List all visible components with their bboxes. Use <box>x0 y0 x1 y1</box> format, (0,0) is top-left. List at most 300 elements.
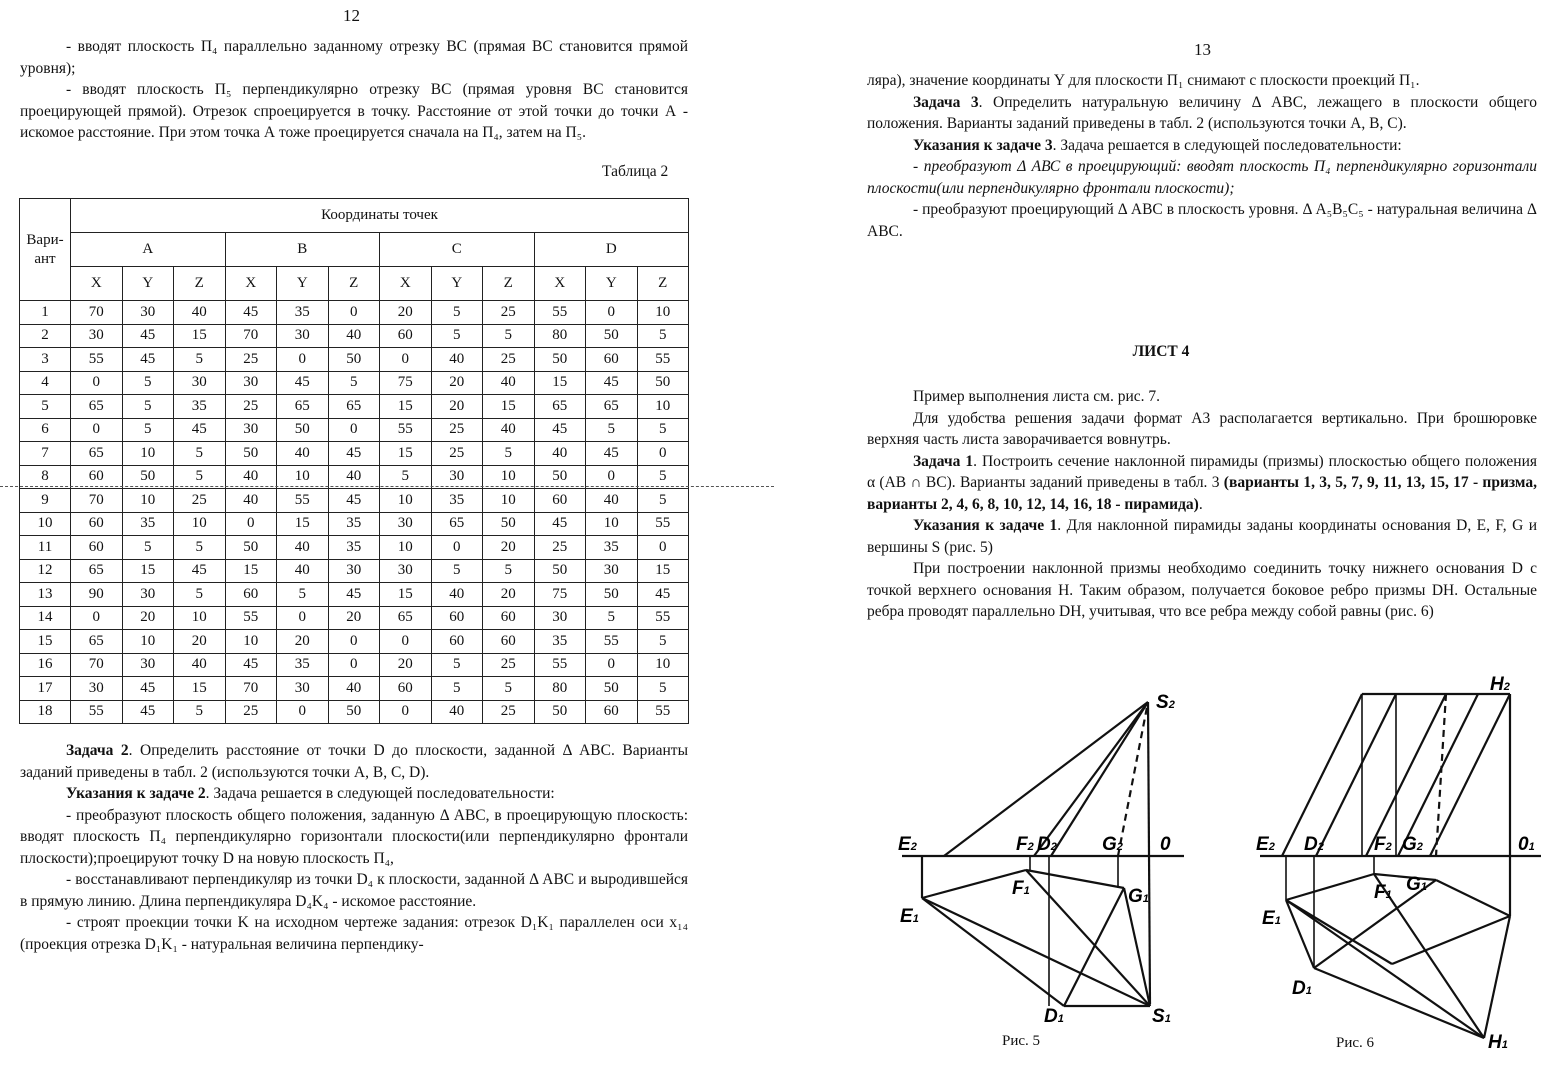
coordinate-cell: 50 <box>328 348 380 372</box>
coordinate-cell: 5 <box>637 465 689 489</box>
variant-cell: 13 <box>20 583 71 607</box>
variant-cell: 8 <box>20 465 71 489</box>
label-e2: E2 <box>1256 834 1275 855</box>
task1-text: . Построить сечение наклонной пирамиды (призмы) плоскостью общего положения α (АВ ∩ ВС). Варианты заданий приведены в табл. 3 <box>867 452 1537 491</box>
coordinate-cell: 40 <box>328 677 380 701</box>
continuation-paragraph: ляра), значение координаты Y для плоскости П₁ снимают с плоскости проекций П₁. <box>867 72 1420 89</box>
fold-line-left <box>0 486 774 487</box>
table-row <box>20 653 689 677</box>
label-e1: E1 <box>900 906 919 927</box>
coordinate-cell: 55 <box>277 489 329 513</box>
table-row <box>20 324 689 348</box>
coordinate-cell: 40 <box>483 418 535 442</box>
coordinate-cell: 50 <box>534 465 586 489</box>
coordinate-cell: 15 <box>174 324 226 348</box>
task3-hint-text: . Задача решается в следующей последовательности: <box>1052 136 1402 154</box>
label-d1: D1 <box>1292 978 1312 999</box>
coordinate-cell: 60 <box>483 630 535 654</box>
coordinate-cell: 50 <box>534 700 586 724</box>
axis-header: Y <box>431 267 483 301</box>
coordinate-cell: 20 <box>174 630 226 654</box>
edge-right <box>1430 694 1510 856</box>
right-page <box>774 0 1548 1078</box>
coordinate-cell: 5 <box>174 465 226 489</box>
coordinate-cell: 10 <box>122 489 174 513</box>
lateral-e1s1 <box>922 898 1150 1006</box>
coordinate-cell: 70 <box>71 653 123 677</box>
coordinate-cell: 55 <box>586 630 638 654</box>
coordinate-cell: 15 <box>174 677 226 701</box>
edge-f2 <box>1366 694 1446 856</box>
coordinate-cell: 30 <box>380 512 432 536</box>
coordinate-cell: 15 <box>483 395 535 419</box>
variant-cell: 15 <box>20 630 71 654</box>
task2-step-1: - преобразуют плоскость общего положения, заданную Δ АВС, в проецирующую плоскость: вводят плоскость П₄ перпендикулярно горизонтали плоскости(или перпендикулярно фронтали плоскости);проецируют точку D на новую плоскость П₄, <box>20 806 688 867</box>
coordinate-cell: 50 <box>225 442 277 466</box>
label-s2: S2 <box>1156 692 1175 713</box>
coordinate-cell: 40 <box>431 348 483 372</box>
coordinate-cell: 40 <box>328 324 380 348</box>
coordinate-cell: 20 <box>483 583 535 607</box>
table-caption: Таблица 2 <box>602 163 669 180</box>
coordinate-cell: 15 <box>380 583 432 607</box>
coordinate-cell: 65 <box>328 395 380 419</box>
coordinate-cell: 0 <box>328 301 380 325</box>
coordinate-cell: 65 <box>586 395 638 419</box>
coordinate-cell: 45 <box>122 677 174 701</box>
table-row <box>20 606 689 630</box>
coordinate-cell: 20 <box>380 653 432 677</box>
label-e1: E1 <box>1262 908 1281 929</box>
coordinate-cell: 45 <box>225 653 277 677</box>
page-number-left: 12 <box>343 6 360 25</box>
coordinate-cell: 15 <box>534 371 586 395</box>
coordinate-cell: 0 <box>586 301 638 325</box>
sheet4-text <box>867 386 1537 623</box>
coordinate-cell: 30 <box>122 583 174 607</box>
table-row <box>20 418 689 442</box>
label-h1: H1 <box>1488 1032 1508 1053</box>
task1-hint <box>867 515 1537 558</box>
coordinate-cell: 5 <box>483 442 535 466</box>
coordinate-cell: 45 <box>328 442 380 466</box>
coordinate-cell: 30 <box>122 301 174 325</box>
coordinate-cell: 5 <box>174 442 226 466</box>
coordinate-cell: 65 <box>71 559 123 583</box>
table-row <box>20 395 689 419</box>
intro-paragraph-1: - вводят плоскость П₄ параллельно заданному отрезку ВС (прямая ВС становится прямой уровня); <box>20 38 688 77</box>
coordinate-cell: 70 <box>225 677 277 701</box>
axis-header: X <box>71 267 123 301</box>
coordinate-cell: 50 <box>586 583 638 607</box>
coordinate-cell: 45 <box>534 512 586 536</box>
base-f1g1 <box>1374 874 1436 880</box>
axis-header: Y <box>586 267 638 301</box>
task2-hint <box>20 783 688 805</box>
task2-step-2: - восстанавливают перпендикуляр из точки D₄ к плоскости, заданной Δ АВС и выродившейся в прямую линию. Длина перпендикуляра D₄K₄ - искомое расстояние. <box>20 871 688 910</box>
coordinate-cell: 40 <box>277 559 329 583</box>
axis-header: X <box>534 267 586 301</box>
coordinate-cell: 35 <box>174 395 226 419</box>
coordinate-cell: 35 <box>328 536 380 560</box>
coordinate-cell: 80 <box>534 677 586 701</box>
label-axis-01: 01 <box>1518 834 1535 855</box>
variant-cell: 16 <box>20 653 71 677</box>
coordinate-cell: 5 <box>637 677 689 701</box>
coordinate-cell: 15 <box>380 442 432 466</box>
coordinate-cell: 40 <box>431 700 483 724</box>
variant-cell: 2 <box>20 324 71 348</box>
variant-cell: 12 <box>20 559 71 583</box>
coordinate-cell: 35 <box>431 489 483 513</box>
coordinate-cell: 0 <box>277 700 329 724</box>
point-header: C <box>380 233 535 267</box>
task3-hint-title: Указания к задаче 3 <box>913 136 1053 154</box>
coordinate-cell: 0 <box>637 442 689 466</box>
coordinate-cell: 5 <box>483 324 535 348</box>
axis-header: X <box>225 267 277 301</box>
task3-title: Задача 3 <box>913 93 979 111</box>
coordinate-cell: 55 <box>225 606 277 630</box>
figure-5-pyramid <box>894 688 1194 1048</box>
edge-f2s2 <box>1034 702 1148 856</box>
coordinate-cell: 60 <box>71 536 123 560</box>
coordinate-cell: 0 <box>71 606 123 630</box>
coordinate-cell: 30 <box>431 465 483 489</box>
coordinate-cell: 25 <box>483 700 535 724</box>
coordinate-cell: 40 <box>328 465 380 489</box>
figure-6-caption: Рис. 6 <box>1336 1035 1375 1051</box>
coordinate-cell: 10 <box>637 395 689 419</box>
coordinate-cell: 25 <box>534 536 586 560</box>
coordinate-cell: 55 <box>534 301 586 325</box>
edge-d2 <box>1316 694 1396 856</box>
coordinate-cell: 5 <box>586 418 638 442</box>
axis-header: X <box>380 267 432 301</box>
coordinate-cell: 45 <box>122 700 174 724</box>
coordinate-cell: 25 <box>431 418 483 442</box>
base-e1f1 <box>922 870 1026 898</box>
coordinate-cell: 50 <box>225 536 277 560</box>
coordinate-cell: 30 <box>380 559 432 583</box>
table-row <box>20 442 689 466</box>
coordinate-cell: 0 <box>277 348 329 372</box>
coordinate-cell: 70 <box>71 489 123 513</box>
coordinate-cell: 55 <box>637 606 689 630</box>
coordinate-cell: 60 <box>71 512 123 536</box>
variant-cell: 5 <box>20 395 71 419</box>
base-e1d1 <box>922 898 1064 1006</box>
coordinate-cell: 5 <box>174 536 226 560</box>
section-3 <box>1436 880 1510 916</box>
sheet4-paragraph-2: Для удобства решения задачи формат А3 располагается вертикально. При брошюровке верхняя часть листа заворачивается вовнутрь. <box>867 409 1537 448</box>
coordinate-cell: 10 <box>483 465 535 489</box>
coordinate-cell: 30 <box>225 371 277 395</box>
coordinate-cell: 0 <box>431 536 483 560</box>
coordinate-cell: 55 <box>71 700 123 724</box>
coordinate-cell: 0 <box>225 512 277 536</box>
table-row <box>20 677 689 701</box>
axis-header: Y <box>122 267 174 301</box>
coordinate-cell: 60 <box>71 465 123 489</box>
task2-text: . Определить расстояние от точки D до плоскости, заданной Δ АВС. Варианты заданий приведены в табл. 2 (используются точки А, В, С, D). <box>20 742 688 781</box>
coordinate-cell: 5 <box>431 324 483 348</box>
coordinate-cell: 5 <box>122 395 174 419</box>
coordinate-cell: 70 <box>71 301 123 325</box>
variant-cell: 7 <box>20 442 71 466</box>
coordinate-cell: 50 <box>534 348 586 372</box>
coordinate-cell: 10 <box>380 489 432 513</box>
sheet-title: ЛИСТ 4 <box>1132 343 1190 360</box>
coordinate-cell: 40 <box>174 653 226 677</box>
coordinate-cell: 35 <box>277 301 329 325</box>
section-1 <box>1286 900 1392 964</box>
coordinate-cell: 35 <box>534 630 586 654</box>
coordinate-cell: 65 <box>71 630 123 654</box>
coordinate-cell: 60 <box>380 677 432 701</box>
task2-hint-title: Указания к задаче 2 <box>66 785 206 802</box>
coordinate-cell: 15 <box>122 559 174 583</box>
coordinate-cell: 30 <box>534 606 586 630</box>
coordinate-cell: 15 <box>277 512 329 536</box>
coordinate-cell: 45 <box>328 583 380 607</box>
base-e1f1 <box>1286 874 1374 900</box>
table-row <box>20 465 689 489</box>
task2-step-3: - строят проекции точки K на исходном чертеже задания: отрезок D₁K₁ параллелен оси x₁₄ (проекция отрезка D₁K₁ - натуральная величина перпендику- <box>20 914 688 953</box>
coordinates-table <box>19 198 689 724</box>
coordinate-cell: 5 <box>637 418 689 442</box>
table-row <box>20 512 689 536</box>
coordinate-cell: 0 <box>71 418 123 442</box>
table-row <box>20 700 689 724</box>
points-header-row <box>20 233 689 267</box>
coordinate-cell: 5 <box>174 348 226 372</box>
coordinate-cell: 45 <box>637 583 689 607</box>
axis-header: Z <box>637 267 689 301</box>
coordinate-cell: 60 <box>534 489 586 513</box>
coordinate-cell: 35 <box>586 536 638 560</box>
coordinate-cell: 5 <box>431 653 483 677</box>
coordinate-cell: 40 <box>483 371 535 395</box>
coordinate-cell: 15 <box>637 559 689 583</box>
coordinate-cell: 30 <box>277 324 329 348</box>
task2-title: Задача 2 <box>66 742 129 759</box>
label-g1: G1 <box>1406 874 1427 895</box>
label-g2: G2 <box>1102 834 1123 855</box>
coordinate-cell: 25 <box>225 348 277 372</box>
coordinate-cell: 55 <box>637 348 689 372</box>
variant-cell: 4 <box>20 371 71 395</box>
coordinate-cell: 40 <box>174 301 226 325</box>
coordinate-cell: 60 <box>431 606 483 630</box>
coordinate-cell: 20 <box>277 630 329 654</box>
variant-cell: 1 <box>20 301 71 325</box>
prism-paragraph: При построении наклонной призмы необходимо соединить точку нижнего основания D с точкой верхнего основания H. Таким образом, получается боковое ребро призмы DH. Остальные ребра проводят параллельно DH, учитывая, что все ребра между собой равны (рис. 6) <box>867 560 1537 620</box>
coordinate-cell: 10 <box>277 465 329 489</box>
coordinate-cell: 80 <box>534 324 586 348</box>
task1-paragraph <box>867 451 1537 516</box>
coordinate-cell: 60 <box>586 700 638 724</box>
coordinate-cell: 45 <box>277 371 329 395</box>
label-d2: D2 <box>1304 834 1324 855</box>
coordinate-cell: 50 <box>328 700 380 724</box>
coordinate-cell: 0 <box>380 348 432 372</box>
coordinate-cell: 0 <box>277 606 329 630</box>
coordinate-cell: 25 <box>483 653 535 677</box>
coordinate-cell: 0 <box>328 630 380 654</box>
label-f2: F2 <box>1016 834 1034 855</box>
coordinate-cell: 5 <box>483 559 535 583</box>
label-d2: D2 <box>1037 834 1057 855</box>
point-header: B <box>225 233 380 267</box>
label-f2: F2 <box>1374 834 1392 855</box>
coordinate-cell: 60 <box>483 606 535 630</box>
coordinate-cell: 40 <box>586 489 638 513</box>
edge-e2s2 <box>944 702 1148 856</box>
table-row <box>20 536 689 560</box>
axis-header: Y <box>277 267 329 301</box>
coordinate-cell: 10 <box>380 536 432 560</box>
coordinate-cell: 10 <box>586 512 638 536</box>
coordinate-cell: 40 <box>225 489 277 513</box>
coordinate-cell: 50 <box>637 371 689 395</box>
coordinate-cell: 15 <box>225 559 277 583</box>
task3-step-1: - преобразуют Δ АВС в проецирующий: вводят плоскость П₄ перпендикулярно горизонтали плоскости(или перпендикулярно фронтали плоскости); <box>867 158 1537 197</box>
coordinate-cell: 25 <box>483 348 535 372</box>
coordinate-cell: 40 <box>277 442 329 466</box>
page-number-right: 13 <box>1194 40 1211 59</box>
coordinate-cell: 30 <box>122 653 174 677</box>
table-row <box>20 301 689 325</box>
coordinate-cell: 50 <box>586 677 638 701</box>
coordinate-cell: 5 <box>637 324 689 348</box>
coordinate-cell: 5 <box>174 583 226 607</box>
coordinate-cell: 45 <box>122 348 174 372</box>
coordinate-cell: 5 <box>122 371 174 395</box>
coordinate-cell: 50 <box>483 512 535 536</box>
coordinate-cell: 10 <box>174 512 226 536</box>
coordinate-cell: 45 <box>586 371 638 395</box>
coordinate-cell: 10 <box>122 442 174 466</box>
label-f1: F1 <box>1012 878 1030 899</box>
coordinate-cell: 20 <box>431 395 483 419</box>
variant-cell: 17 <box>20 677 71 701</box>
task1-variants: (варианты 1, 3, 5, 7, 9, 11, 13, 15, 17 - призма, варианты 2, 4, 6, 8, 10, 12, 14, 16, 18 - пирамида) <box>867 474 1537 513</box>
variant-cell: 14 <box>20 606 71 630</box>
coordinate-cell: 5 <box>431 559 483 583</box>
table-row <box>20 583 689 607</box>
axes-header-row <box>20 267 689 301</box>
sheet4-paragraph-1: Пример выполнения листа см. рис. 7. <box>913 388 1160 405</box>
coordinate-cell: 45 <box>534 418 586 442</box>
coordinate-cell: 5 <box>431 677 483 701</box>
coordinate-cell: 35 <box>122 512 174 536</box>
table-row <box>20 489 689 513</box>
coordinate-cell: 30 <box>71 324 123 348</box>
label-axis-0: 0 <box>1160 834 1171 855</box>
coordinate-cell: 25 <box>225 395 277 419</box>
coordinate-cell: 35 <box>277 653 329 677</box>
coordinate-cell: 65 <box>431 512 483 536</box>
coordinate-cell: 5 <box>431 301 483 325</box>
task2-block <box>20 740 688 955</box>
coordinate-cell: 20 <box>431 371 483 395</box>
variant-header: Вари- ант <box>20 199 71 301</box>
coordinate-cell: 45 <box>174 418 226 442</box>
task3-step-2: - преобразуют проецирующий Δ АВС в плоскость уровня. Δ А₅В₅С₅ - натуральная величина Δ АВС. <box>867 201 1537 240</box>
point-header: D <box>534 233 689 267</box>
task1-end: . <box>1198 495 1203 513</box>
intro-paragraph-2: - вводят плоскость П₅ перпендикулярно отрезку ВС (прямая уровня ВС становится проецирующей прямой). Отрезок спроецируется в точку. Расстояние от этой точки до точки А - искомое расстояние. При этом точка А тоже проецируется сначала на П₄, затем на П₅. <box>20 81 688 141</box>
coordinate-cell: 45 <box>586 442 638 466</box>
coordinate-cell: 5 <box>328 371 380 395</box>
coordinate-cell: 0 <box>380 700 432 724</box>
coordinate-cell: 0 <box>586 465 638 489</box>
coordinate-cell: 15 <box>380 395 432 419</box>
coordinate-cell: 0 <box>328 418 380 442</box>
coordinate-cell: 10 <box>225 630 277 654</box>
projection-line-s <box>1148 702 1150 1004</box>
coordinate-cell: 60 <box>225 583 277 607</box>
coordinate-cell: 5 <box>637 630 689 654</box>
coordinate-cell: 30 <box>586 559 638 583</box>
figure-5-caption: Рис. 5 <box>1002 1033 1041 1049</box>
table-row <box>20 630 689 654</box>
coordinate-cell: 45 <box>328 489 380 513</box>
coordinate-cell: 50 <box>534 559 586 583</box>
label-f1: F1 <box>1374 882 1392 903</box>
label-e2: E2 <box>898 834 917 855</box>
label-s1: S1 <box>1152 1006 1171 1027</box>
label-g1: G1 <box>1128 886 1149 907</box>
coordinate-cell: 45 <box>122 324 174 348</box>
coordinate-cell: 0 <box>586 653 638 677</box>
coordinate-cell: 5 <box>637 489 689 513</box>
axis-header: Z <box>174 267 226 301</box>
coordinate-cell: 0 <box>328 653 380 677</box>
coordinate-cell: 55 <box>380 418 432 442</box>
coordinate-cell: 10 <box>483 489 535 513</box>
task3-paragraph <box>867 92 1537 135</box>
variant-cell: 3 <box>20 348 71 372</box>
task3-hint <box>867 135 1537 157</box>
task3-text: . Определить натуральную величину Δ АВС, лежащего в плоскости общего положения. Варианты заданий приведены в табл. 2 (используются точки А, В, С). <box>867 93 1537 132</box>
coordinate-cell: 5 <box>380 465 432 489</box>
task1-hint-text: . Для наклонной пирамиды заданы координаты основания D, E, F, G и вершины S (рис. 5) <box>867 517 1537 556</box>
task2-paragraph <box>20 740 688 783</box>
coordinate-cell: 5 <box>122 536 174 560</box>
coordinate-cell: 90 <box>71 583 123 607</box>
coordinate-cell: 5 <box>483 677 535 701</box>
continuation-text <box>867 70 1537 242</box>
coordinate-cell: 60 <box>431 630 483 654</box>
coordinate-cell: 0 <box>637 536 689 560</box>
coordinate-cell: 60 <box>586 348 638 372</box>
coordinate-cell: 25 <box>431 442 483 466</box>
coordinate-cell: 30 <box>277 677 329 701</box>
variant-cell: 11 <box>20 536 71 560</box>
lateral-right-h1 <box>1484 916 1510 1038</box>
section-2 <box>1392 916 1510 964</box>
coordinate-cell: 25 <box>174 489 226 513</box>
coordinate-cell: 55 <box>637 512 689 536</box>
variant-cell: 10 <box>20 512 71 536</box>
coordinate-cell: 5 <box>586 606 638 630</box>
coordinates-header: Координаты точек <box>71 199 689 233</box>
table-row <box>20 371 689 395</box>
coordinate-cell: 55 <box>637 700 689 724</box>
coordinate-cell: 65 <box>71 395 123 419</box>
